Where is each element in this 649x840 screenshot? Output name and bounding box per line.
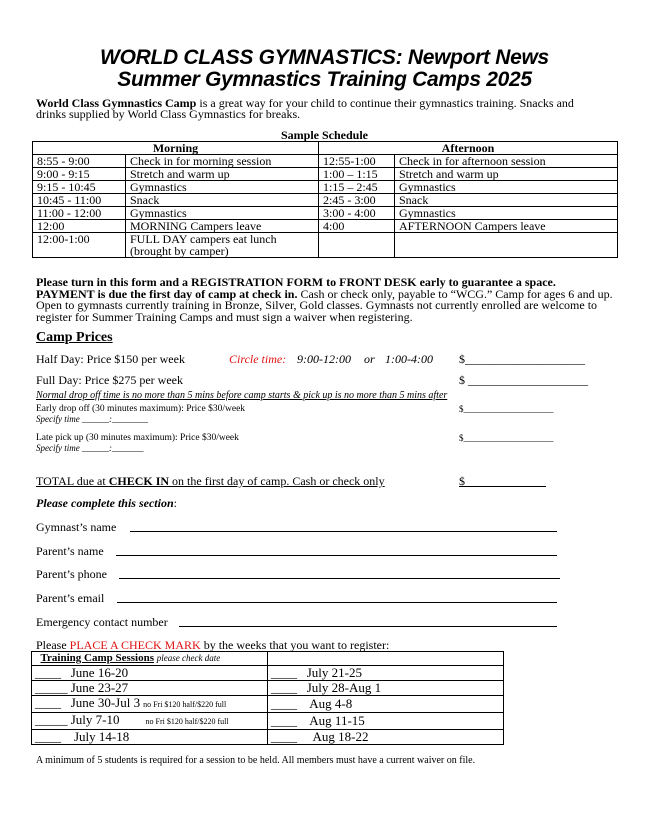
total-pre: TOTAL due at: [36, 474, 109, 488]
full-day-price: Full Day: Price $275 per week: [36, 373, 183, 387]
parent-phone-label: Parent’s phone: [36, 567, 107, 581]
morning-activity: Gymnastics: [126, 207, 319, 220]
week-row: [32, 730, 504, 745]
weeks-header: Training Camp Sessions: [40, 652, 154, 664]
weeks-instruction-pre: Please: [36, 638, 70, 652]
afternoon-time: [319, 233, 395, 258]
late-pickup-label: Late pick up (30 minutes maximum): Price $30/week: [36, 433, 239, 443]
week-row: [32, 713, 504, 730]
week-option-left[interactable]: [32, 681, 268, 696]
parent-phone-field[interactable]: [119, 578, 560, 579]
camp-prices-heading: Camp Prices: [36, 330, 113, 345]
morning-time: 11:00 - 12:00: [33, 207, 126, 220]
week-row: [32, 666, 504, 681]
afternoon-time: 1:00 – 1:15: [319, 168, 395, 181]
schedule-row: [33, 207, 618, 220]
total-bold: CHECK IN: [108, 474, 170, 488]
morning-time: 8:55 - 9:00: [33, 155, 126, 168]
parent-name-field[interactable]: [116, 555, 557, 556]
intro-text: is a great way for your child to continue their gymnastics training. Snacks and drinks supplied by World Class Gymnastics for breaks.: [36, 96, 574, 121]
afternoon-time: 4:00: [319, 220, 395, 233]
afternoon-activity: Stretch and warm up: [395, 168, 618, 181]
total-post: on the first day of camp. Cash or check only: [169, 474, 385, 488]
weeks-header-note: please check date: [156, 653, 221, 663]
full-day-amount-field[interactable]: $ ____________________: [459, 373, 588, 387]
form-heading-text: Please complete this section: [36, 496, 174, 510]
week-option-right[interactable]: ____ Aug 18-22: [268, 730, 504, 745]
parent-email-field[interactable]: [117, 602, 557, 603]
total-amount-field[interactable]: $: [459, 474, 546, 488]
week-option-left[interactable]: [32, 666, 268, 681]
weeks-header-cell: [32, 652, 268, 666]
circle-time-label: Circle time:: [229, 352, 287, 366]
parent-name-label: Parent’s name: [36, 544, 104, 558]
intro-paragraph: [36, 98, 606, 120]
early-amount-field[interactable]: $____________________: [459, 404, 554, 414]
footer-note: A minimum of 5 students is required for a session to be held. All members must have a current waiver on file.: [36, 755, 476, 766]
schedule-caption: Sample Schedule: [280, 128, 368, 142]
morning-header: Morning: [33, 142, 319, 155]
early-dropoff-label: Early drop off (30 minutes maximum): Price $30/week: [36, 404, 246, 414]
morning-activity: MORNING Campers leave: [126, 220, 319, 233]
week-label: _____ July 7-10: [35, 712, 120, 727]
notice-text: Cash or check only, payable to “WCG.” Camp for ages 6 and up. Open to gymnasts currently training in Bronze, Silver, Gold classes. Gymnasts not currently enrolled are welcome to register for Summer Training Camps and must sign a waiver when registering.: [36, 286, 613, 324]
late-amount-field[interactable]: $____________________: [459, 433, 554, 443]
afternoon-time: 2:45 - 3:00: [319, 194, 395, 207]
half-day-option-pm[interactable]: [385, 352, 433, 367]
half-day-price: Half Day: Price $150 per week: [36, 352, 185, 366]
gymnast-name-field[interactable]: [130, 531, 557, 532]
schedule-row: [33, 220, 618, 233]
notice-bold: Please turn in this form and a REGISTRATION FORM to FRONT DESK early to guarantee a space. PAYMENT is due the first day of camp at check in.: [36, 275, 556, 301]
week-option-right[interactable]: ____ Aug 11-15: [268, 713, 504, 730]
weeks-instruction-post: by the weeks that you want to register:: [200, 638, 390, 652]
afternoon-time: 3:00 - 4:00: [319, 207, 395, 220]
week-option-left[interactable]: [32, 730, 268, 745]
total-due-text: [36, 474, 385, 489]
week-option-right[interactable]: ____ July 21-25: [268, 666, 504, 681]
afternoon-header: Afternoon: [319, 142, 618, 155]
form-heading-colon: :: [173, 496, 177, 510]
week-note: no Fri $120 half/$220 full: [143, 700, 227, 709]
half-day-option-am[interactable]: [297, 352, 351, 367]
time-am: 9:00-12:00: [297, 352, 351, 366]
afternoon-activity: [395, 233, 618, 258]
morning-activity: Snack: [126, 194, 319, 207]
intro-bold: World Class Gymnastics Camp: [36, 96, 197, 110]
page-subtitle: Summer Gymnastics Training Camps 2025: [117, 68, 532, 91]
schedule-table: [32, 141, 618, 258]
schedule-row: [33, 233, 618, 258]
morning-activity: FULL DAY campers eat lunch (brought by camper): [126, 233, 319, 258]
week-label: ____ June 16-20: [35, 665, 129, 680]
morning-time: 10:45 - 11:00: [33, 194, 126, 207]
notice-paragraph: [36, 277, 616, 323]
week-option-left[interactable]: [32, 713, 268, 730]
afternoon-activity: Gymnastics: [395, 207, 618, 220]
page-title: WORLD CLASS GYMNASTICS: Newport News: [100, 46, 549, 69]
week-label: ____ July 14-18: [35, 729, 130, 744]
week-note: no Fri $120 half/$220 full: [145, 717, 229, 726]
afternoon-time: 12:55-1:00: [319, 155, 395, 168]
afternoon-activity: Gymnastics: [395, 181, 618, 194]
week-option-right[interactable]: ____ Aug 4-8: [268, 696, 504, 713]
morning-time: 9:15 - 10:45: [33, 181, 126, 194]
morning-time: 9:00 - 9:15: [33, 168, 126, 181]
or-label: or: [364, 352, 375, 366]
week-row: [32, 681, 504, 696]
schedule-row: [33, 155, 618, 168]
week-option-left[interactable]: [32, 696, 268, 713]
morning-time: 12:00: [33, 220, 126, 233]
form-heading: [36, 496, 177, 511]
morning-activity: Gymnastics: [126, 181, 319, 194]
week-label: ____ June 30-Jul 3: [35, 695, 141, 710]
afternoon-activity: Snack: [395, 194, 618, 207]
weeks-instruction-red: PLACE A CHECK MARK: [69, 638, 201, 652]
time-pm: 1:00-4:00: [385, 352, 433, 366]
afternoon-activity: Check in for afternoon session: [395, 155, 618, 168]
morning-time: 12:00-1:00: [33, 233, 126, 258]
schedule-row: [33, 181, 618, 194]
afternoon-time: 1:15 – 2:45: [319, 181, 395, 194]
normal-dropoff-note: Normal drop off time is no more than 5 mins before camp starts & pick up is no more than 5 mins after: [36, 390, 448, 401]
schedule-row: [33, 168, 618, 181]
schedule-row: [33, 194, 618, 207]
morning-activity: Stretch and warm up: [126, 168, 319, 181]
weeks-table: [31, 651, 504, 745]
emergency-contact-label: Emergency contact number: [36, 615, 168, 629]
week-label: _____ June 23-27: [35, 680, 129, 695]
parent-email-label: Parent’s email: [36, 591, 105, 605]
week-row: [32, 696, 504, 713]
afternoon-activity: AFTERNOON Campers leave: [395, 220, 618, 233]
morning-activity: Check in for morning session: [126, 155, 319, 168]
week-option-right[interactable]: ____ July 28-Aug 1: [268, 681, 504, 696]
emergency-contact-field[interactable]: [179, 626, 557, 627]
early-specify-time[interactable]: Specify time ______:________: [36, 414, 148, 424]
late-specify-time[interactable]: Specify time ______:_______: [36, 443, 144, 453]
gymnast-name-label: Gymnast’s name: [36, 520, 117, 534]
half-day-amount-field[interactable]: $____________________: [459, 352, 585, 366]
weeks-header-empty: [268, 652, 504, 666]
